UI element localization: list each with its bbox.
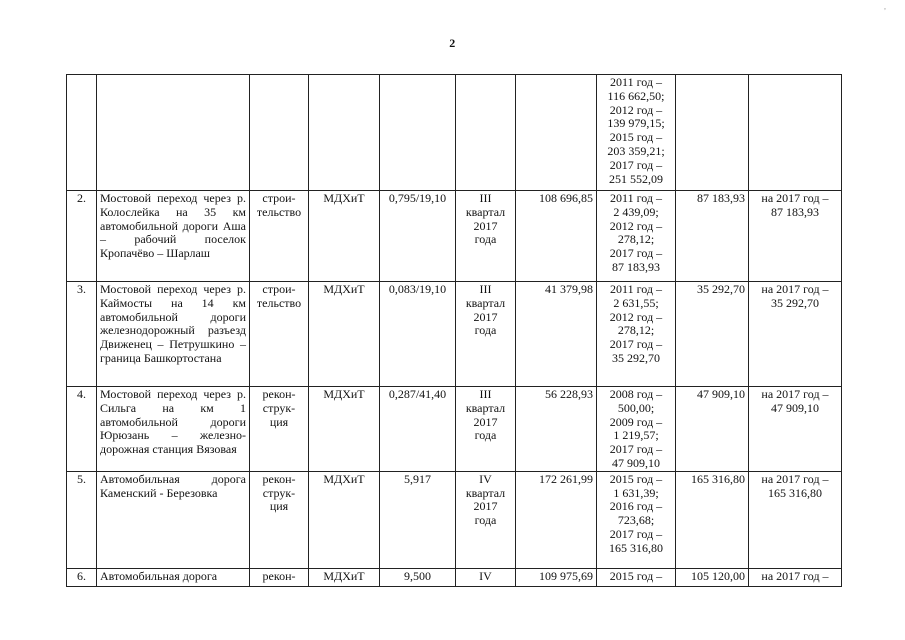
object-name-cell: Автомобильная дорога Каменский - Березовка bbox=[97, 471, 250, 568]
estimated-cost-cell: 41 379,98 bbox=[516, 282, 597, 387]
table-row bbox=[67, 191, 842, 282]
customer-cell: МДХиТ bbox=[309, 568, 380, 586]
objects-table bbox=[66, 74, 842, 587]
row-number-cell: 2. bbox=[67, 191, 97, 282]
table-row bbox=[67, 568, 842, 586]
row-number-cell: 3. bbox=[67, 282, 97, 387]
row-number-cell: 6. bbox=[67, 568, 97, 586]
capacity-cell: 0,287/41,40 bbox=[380, 387, 456, 472]
estimated-cost-cell: 56 228,93 bbox=[516, 387, 597, 472]
customer-cell bbox=[309, 75, 380, 191]
capacity-cell bbox=[380, 75, 456, 191]
customer-cell: МДХиТ bbox=[309, 471, 380, 568]
work-type-cell: строи- тельство bbox=[250, 282, 309, 387]
customer-cell: МДХиТ bbox=[309, 282, 380, 387]
estimated-cost-cell: 108 696,85 bbox=[516, 191, 597, 282]
customer-cell: МДХиТ bbox=[309, 387, 380, 472]
financing-by-years-cell: 2011 год – 116 662,50; 2012 год – 139 979,15; 2015 год – 203 359,21; 2017 год – 251 552,09 bbox=[597, 75, 676, 191]
remaining-cost-cell: 105 120,00 bbox=[676, 568, 749, 586]
remaining-cost-cell: 165 316,80 bbox=[676, 471, 749, 568]
completion-term-cell: III квартал 2017 года bbox=[456, 387, 516, 472]
work-type-cell bbox=[250, 75, 309, 191]
estimated-cost-cell bbox=[516, 75, 597, 191]
financing-by-years-cell: 2015 год – bbox=[597, 568, 676, 586]
completion-term-cell: IV квартал 2017 года bbox=[456, 471, 516, 568]
work-type-cell: строи- тельство bbox=[250, 191, 309, 282]
object-name-cell: Мостовой переход через р. Каймосты на 14 км автомобильной дороги железнодорожный разъезд Движенец – Петрушкино – граница Башкортостана bbox=[97, 282, 250, 387]
remaining-cost-cell: 35 292,70 bbox=[676, 282, 749, 387]
financing-plan-cell: на 2017 год – 47 909,10 bbox=[749, 387, 842, 472]
work-type-cell: рекон- струк- ция bbox=[250, 471, 309, 568]
table-row bbox=[67, 282, 842, 387]
row-number-cell: 4. bbox=[67, 387, 97, 472]
remaining-cost-cell: 87 183,93 bbox=[676, 191, 749, 282]
corner-mark: , bbox=[884, 2, 886, 11]
capacity-cell: 0,083/19,10 bbox=[380, 282, 456, 387]
customer-cell: МДХиТ bbox=[309, 191, 380, 282]
completion-term-cell: IV bbox=[456, 568, 516, 586]
completion-term-cell: III квартал 2017 года bbox=[456, 191, 516, 282]
remaining-cost-cell: 47 909,10 bbox=[676, 387, 749, 472]
financing-by-years-cell: 2015 год – 1 631,39; 2016 год – 723,68; 2017 год – 165 316,80 bbox=[597, 471, 676, 568]
remaining-cost-cell bbox=[676, 75, 749, 191]
page-number: 2 bbox=[449, 36, 456, 50]
work-type-cell: рекон- струк- ция bbox=[250, 387, 309, 472]
financing-plan-cell bbox=[749, 75, 842, 191]
table-row bbox=[67, 387, 842, 472]
capacity-cell: 9,500 bbox=[380, 568, 456, 586]
capacity-cell: 5,917 bbox=[380, 471, 456, 568]
financing-plan-cell: на 2017 год – 87 183,93 bbox=[749, 191, 842, 282]
object-name-cell: Автомобильная дорога bbox=[97, 568, 250, 586]
financing-plan-cell: на 2017 год – bbox=[749, 568, 842, 586]
row-number-cell: 5. bbox=[67, 471, 97, 568]
financing-by-years-cell: 2008 год – 500,00; 2009 год – 1 219,57; 2017 год – 47 909,10 bbox=[597, 387, 676, 472]
financing-by-years-cell: 2011 год – 2 631,55; 2012 год – 278,12; 2017 год – 35 292,70 bbox=[597, 282, 676, 387]
row-number-cell bbox=[67, 75, 97, 191]
table-row bbox=[67, 471, 842, 568]
table-row bbox=[67, 75, 842, 191]
financing-by-years-cell: 2011 год – 2 439,09; 2012 год – 278,12; 2017 год – 87 183,93 bbox=[597, 191, 676, 282]
capacity-cell: 0,795/19,10 bbox=[380, 191, 456, 282]
financing-plan-cell: на 2017 год – 35 292,70 bbox=[749, 282, 842, 387]
estimated-cost-cell: 172 261,99 bbox=[516, 471, 597, 568]
object-name-cell: Мостовой переход через р. Колослейка на 35 км автомобильной дороги Аша – рабочий поселок Кропачёво – Шарлаш bbox=[97, 191, 250, 282]
object-name-cell: Мостовой переход через р. Сильга на км 1 автомобильной дороги Юрюзань – железно-дорожная станция Вязовая bbox=[97, 387, 250, 472]
estimated-cost-cell: 109 975,69 bbox=[516, 568, 597, 586]
completion-term-cell bbox=[456, 75, 516, 191]
work-type-cell: рекон- bbox=[250, 568, 309, 586]
financing-plan-cell: на 2017 год – 165 316,80 bbox=[749, 471, 842, 568]
object-name-cell bbox=[97, 75, 250, 191]
completion-term-cell: III квартал 2017 года bbox=[456, 282, 516, 387]
